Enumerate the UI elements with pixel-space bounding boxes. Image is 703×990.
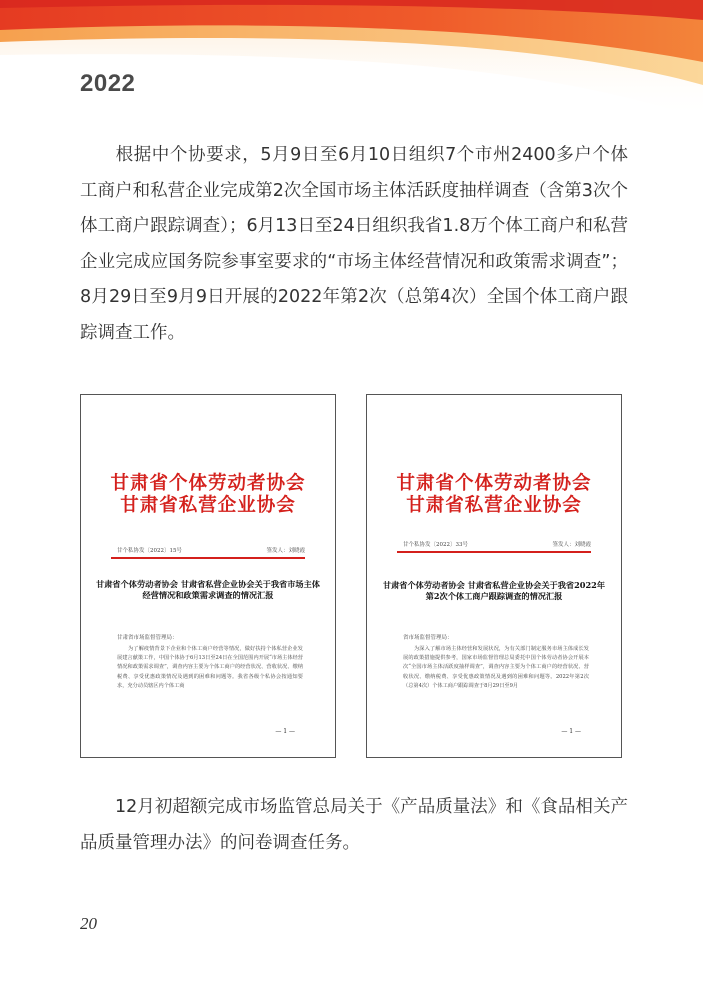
document-image-report-33 bbox=[366, 394, 622, 758]
doc-body: 为了解疫情背景下企业和个体工商户经营等情况，做好扶持个体私营企业发展建言献策工作，中国个体协于6月13日至24日在全国范围内开展“市场主体经营情况和政策需求调查”，调查内容主要为个体工商户的经营状况、营收状况、缴纳税费、享受优惠政策情况及遇到的困难和问题等。我省各级个私协会按通知要求，充分动员辖区内个体工商 bbox=[117, 646, 303, 689]
doc-body: 为深入了解市场主体经营和发展状况，为有关部门制定服务市场主体成长发展的政策措施提供参考，国家市场监督管理总局委托中国个体劳动者协会开展本次“全国市场主体活跃度抽样调查”，调查内容主要为个体工商户的经营状况、营收状况、缴纳税费、享受优惠政策情况及遇到的困难和问题等。2022年第2次（总第4次）个体工商户跟踪调查于8月29日至9月 bbox=[403, 646, 589, 689]
doc-number: 甘个私协发〔2022〕15号 bbox=[117, 548, 182, 554]
doc-red-divider bbox=[397, 551, 591, 553]
doc-addressee: 甘肃省市场监督管理局： bbox=[117, 635, 178, 641]
paragraph-survey-activities bbox=[80, 138, 628, 351]
doc-page-number: — 1 — bbox=[275, 728, 295, 735]
paragraph-questionnaire bbox=[80, 790, 628, 861]
doc-signer: 签发人：刘晓霞 bbox=[266, 548, 305, 554]
doc-signer: 签发人：刘晓霞 bbox=[552, 542, 591, 548]
doc-page-number: — 1 — bbox=[561, 728, 581, 735]
doc-org-line2: 甘肃省私营企业协会 bbox=[120, 495, 296, 516]
header-decoration bbox=[0, 0, 703, 120]
doc-addressee: 省市场监督管理局： bbox=[403, 635, 453, 641]
doc-org-line2: 甘肃省私营企业协会 bbox=[406, 495, 582, 516]
doc-title: 甘肃省个体劳动者协会 甘肃省私营企业协会关于我省2022年第2次个体工商户跟踪调查的情况汇报 bbox=[382, 580, 606, 601]
doc-title: 甘肃省个体劳动者协会 甘肃省私营企业协会关于我省市场主体经营情况和政策需求调查的情况汇报 bbox=[96, 579, 320, 600]
doc-org-line1: 甘肃省个体劳动者协会 bbox=[110, 473, 306, 494]
page-number: 20 bbox=[80, 914, 97, 933]
doc-number: 甘个私协发〔2022〕33号 bbox=[403, 542, 468, 548]
section-year-heading: 2022 bbox=[80, 70, 136, 97]
paragraph-2-text: 12月初超额完成市场监管总局关于《产品质量法》和《食品相关产品质量管理办法》的问卷调查任务。 bbox=[80, 797, 628, 853]
header-wave-graphic bbox=[0, 0, 703, 120]
doc-org-line1: 甘肃省个体劳动者协会 bbox=[396, 473, 592, 494]
doc-red-divider bbox=[111, 557, 305, 559]
document-image-report-15 bbox=[80, 394, 336, 758]
paragraph-1-text: 根据中个协要求，5月9日至6月10日组织7个市州2400多户个体工商户和私营企业完成第2次全国市场主体活跃度抽样调查（含第3次个体工商户跟踪调查）；6月13日至24日组织我省1.8万个体工商户和私营企业完成应国务院参事室要求的“市场主体经营情况和政策需求调查”；8月29日至9月9日开展的2022年第2次（总第4次）全国个体工商户跟踪调查工作。 bbox=[80, 145, 628, 343]
